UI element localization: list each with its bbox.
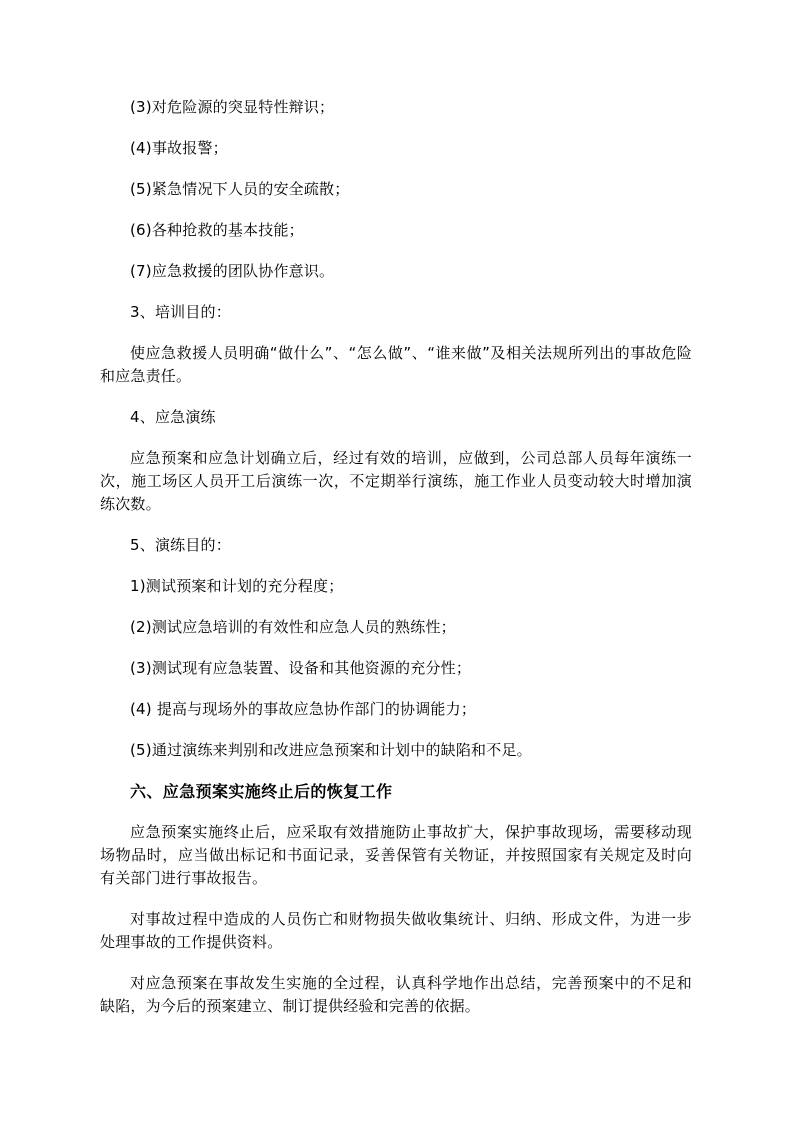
paragraph-loss-statistics: 对事故过程中造成的人员伤亡和财物损失做收集统计、归纳、形成文件，为进一步处理事故的工作提供资料。 [100,910,692,951]
list-item-test-resources: (3)测试现有应急装置、设备和其他资源的充分性； [130,659,472,677]
list-item-improve-plan: (5)通过演练来判别和改进应急预案和计划中的缺陷和不足。 [130,741,532,759]
list-item-accident-alarm: (4)事故报警； [130,139,228,157]
section-heading-recovery: 六、应急预案实施终止后的恢复工作 [130,782,393,801]
paragraph-summary: 对应急预案在事故发生实施的全过程，认真科学地作出总结，完善预案中的不足和缺陷，为今后的预案建立、制订提供经验和完善的依据。 [100,974,692,1015]
list-item-coordination: (4) 提高与现场外的事故应急协作部门的协调能力； [130,700,477,718]
document-body [100,96,692,1036]
list-item-hazard-identification: (3)对危险源的突显特性辩识； [130,98,335,116]
paragraph-recovery-measures: 应急预案实施终止后，应采取有效措施防止事故扩大，保护事故现场，需要移动现场物品时，应当做出标记和书面记录，妥善保管有关物证，并按照国家有关规定及时向有关部门进行事故报告。 [100,823,692,887]
list-item-rescue-skills: (6)各种抢救的基本技能； [130,221,304,239]
section-label-drill-purpose: 5、演练目的： [130,536,231,554]
list-item-test-plan: 1)测试预案和计划的充分程度； [130,577,344,595]
list-item-test-training: (2)测试应急培训的有效性和应急人员的熟练性； [130,618,456,636]
section-label-emergency-drill: 4、应急演练 [130,408,216,426]
section-label-training-purpose: 3、培训目的： [130,303,231,321]
list-item-teamwork: (7)应急救援的团队协作意识。 [130,262,335,280]
paragraph-emergency-drill: 应急预案和应急计划确立后，经过有效的培训，应做到，公司总部人员每年演练一次，施工场区人员开工后演练一次，不定期举行演练，施工作业人员变动较大时增加演练次数。 [100,449,692,513]
paragraph-training-purpose: 使应急救援人员明确“做什么”、“怎么做”、“谁来做”及相关法规所列出的事故危险和应急责任。 [100,344,692,385]
list-item-evacuation: (5)紧急情况下人员的安全疏散； [130,180,350,198]
